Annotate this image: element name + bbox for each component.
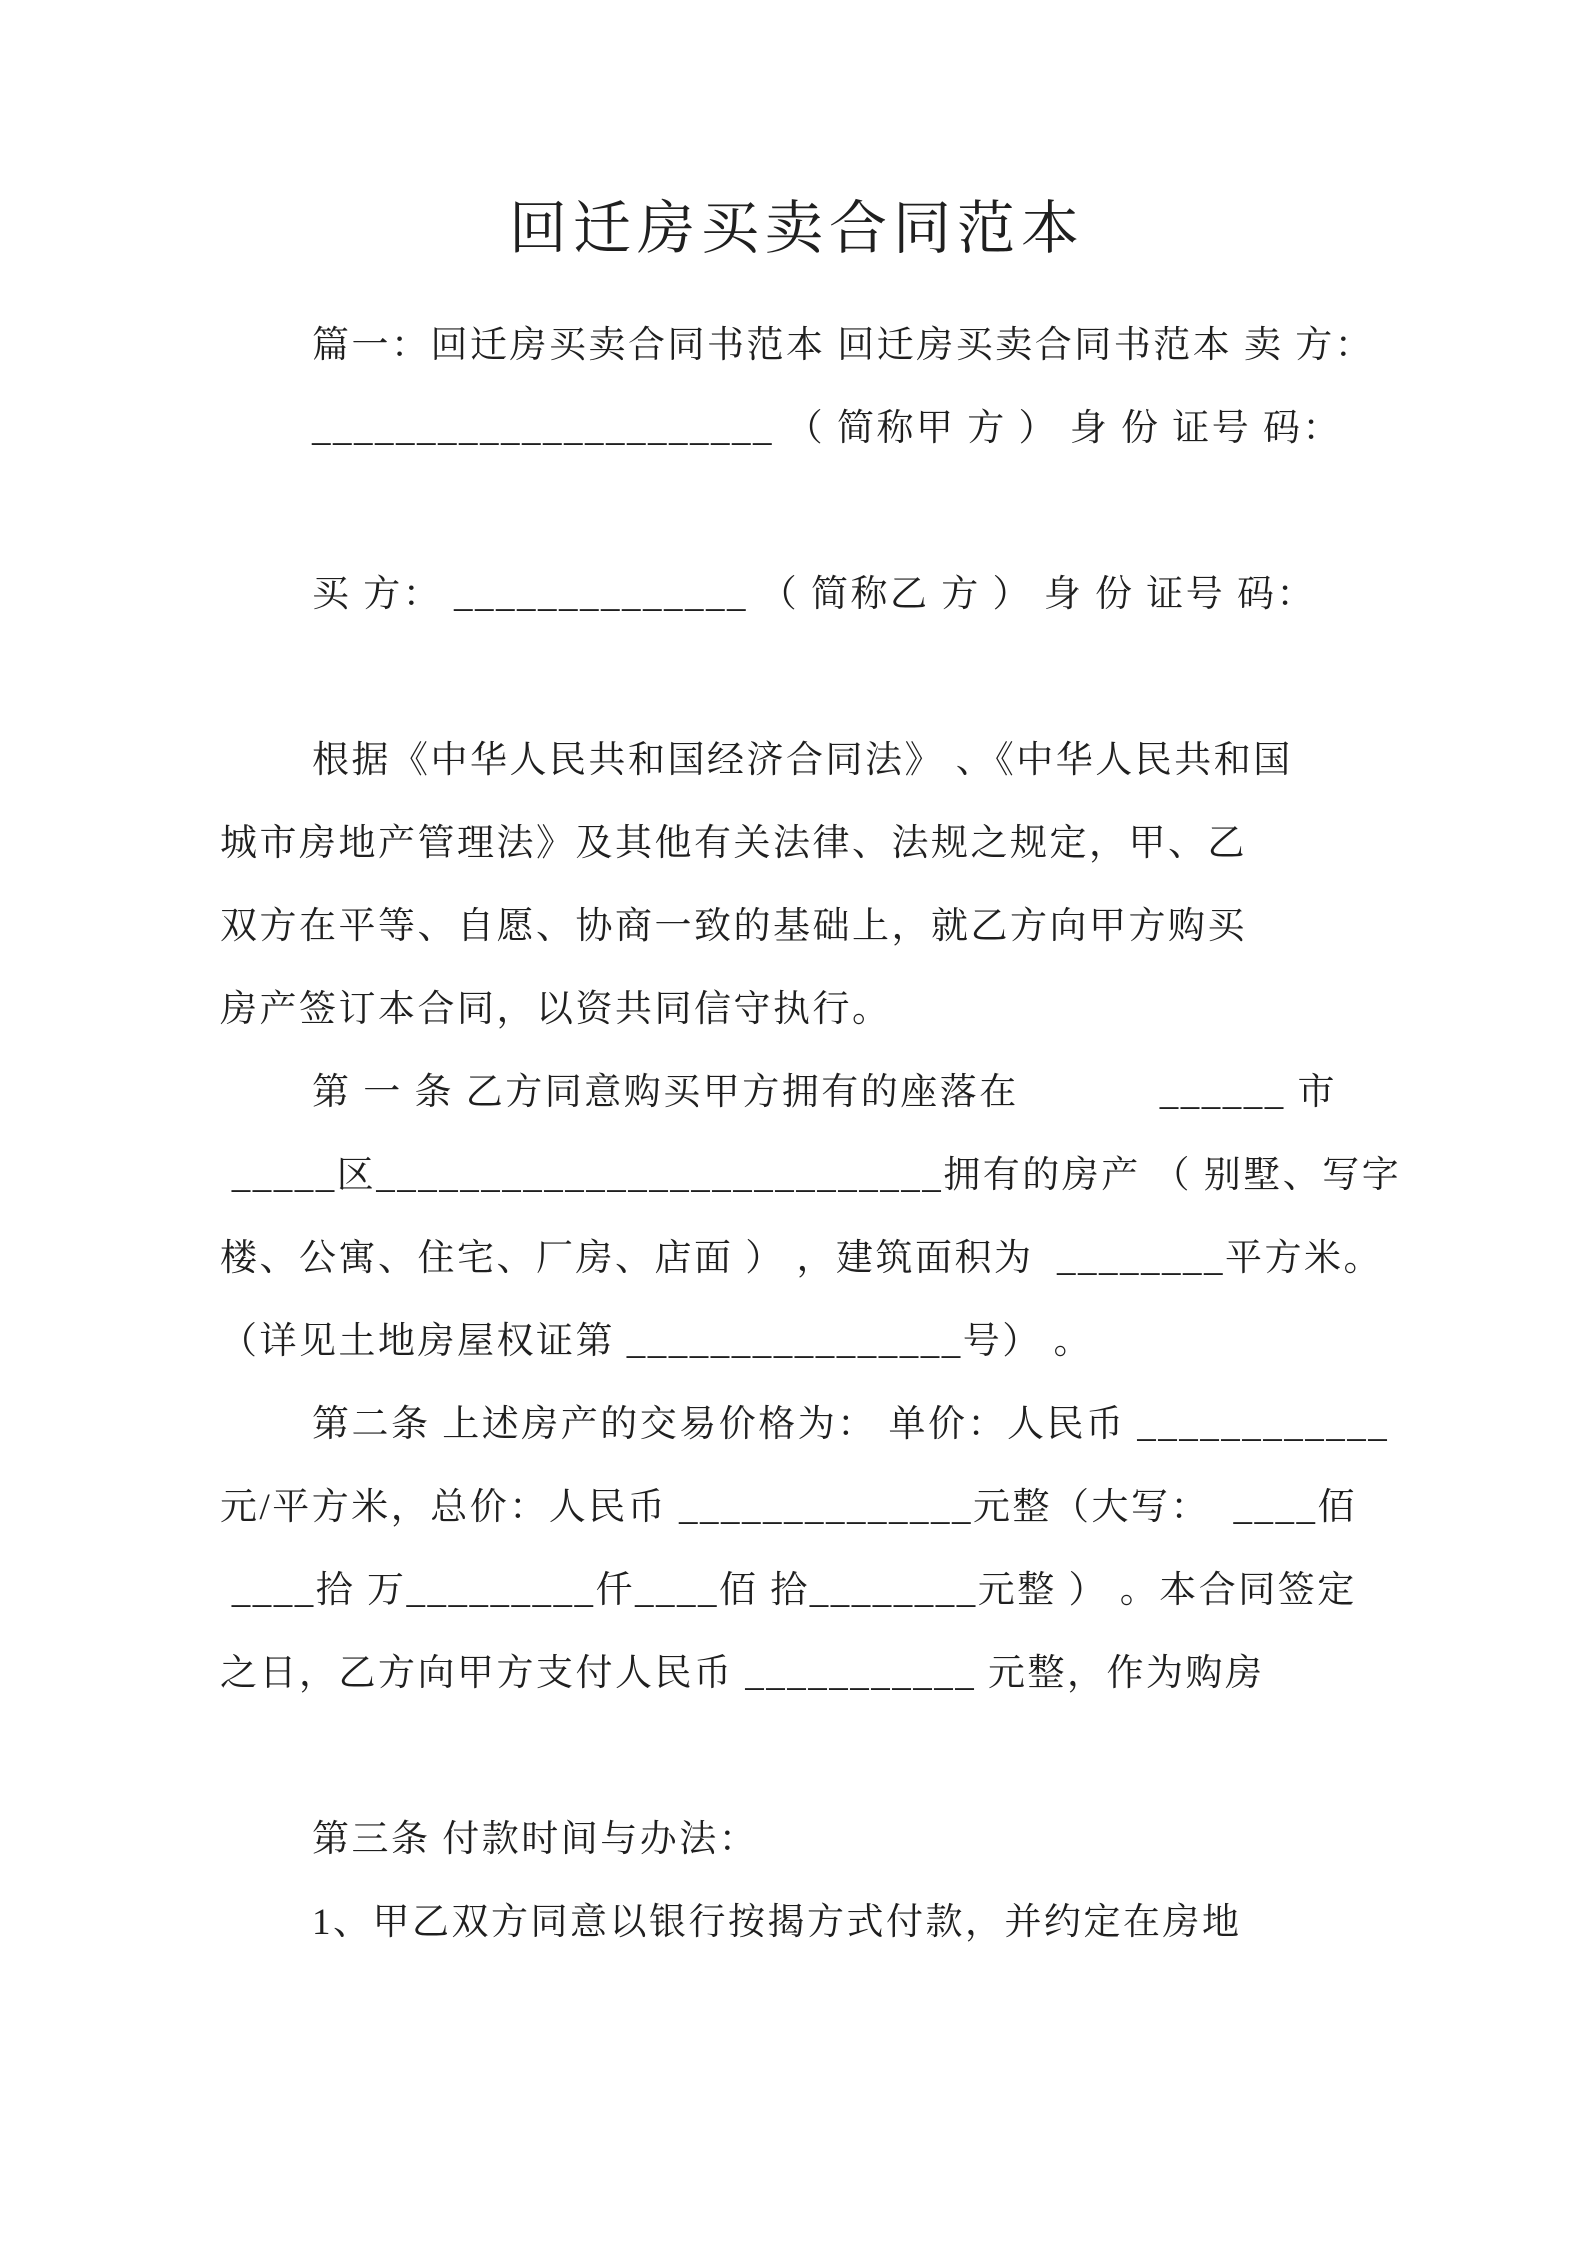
document-line: 之日，乙方向甲方支付人民币 ___________ 元整，作为购房 bbox=[220, 1653, 1265, 1694]
document-line: （详见土地房屋权证第 ________________号） 。 bbox=[220, 1321, 1093, 1362]
document-line: _____区___________________________拥有的房产 （ 别墅、写字 bbox=[220, 1155, 1402, 1196]
document-line: 第 一 条 乙方同意购买甲方拥有的座落在 ______ 市 bbox=[312, 1072, 1337, 1113]
document-body bbox=[0, 304, 1594, 1964]
document-line: 第三条 付款时间与办法： bbox=[312, 1819, 759, 1860]
document-line: 根据《中华人民共和国经济合同法》 、《中华人民共和国 bbox=[312, 740, 1293, 781]
document-line: 1、甲乙双方同意以银行按揭方式付款，并约定在房地 bbox=[312, 1902, 1242, 1943]
document-line: ____拾 万_________仟____佰 拾________元整 ） 。本合同签定 bbox=[220, 1570, 1357, 1611]
document-line: 篇一：回迁房买卖合同书范本 回迁房买卖合同书范本 卖 方： bbox=[312, 325, 1375, 366]
document-line: 买 方： ______________ （ 简称乙 方 ） 身 份 证号 码： bbox=[312, 574, 1316, 615]
document-line: 楼、公寓、住宅、厂房、店面 ） ，建筑面积为 ________平方米。 bbox=[220, 1238, 1383, 1279]
document-line: 双方在平等、自愿、协商一致的基础上，就乙方向甲方购买 bbox=[220, 906, 1247, 947]
document-title: 回迁房买卖合同范本 bbox=[508, 196, 1085, 261]
document-line: 第二条 上述房产的交易价格为： 单价：人民币 ____________ bbox=[312, 1404, 1390, 1445]
document-line: 元/平方米，总价：人民币 ______________元整（大写： ____佰 bbox=[220, 1487, 1358, 1528]
document-line: ______________________ （ 简称甲 方 ） 身 份 证号 码： bbox=[312, 408, 1342, 449]
document-line: 城市房地产管理法》及其他有关法律、法规之规定，甲、乙 bbox=[220, 823, 1247, 864]
document-line: 房产签订本合同，以资共同信守执行。 bbox=[220, 989, 892, 1030]
